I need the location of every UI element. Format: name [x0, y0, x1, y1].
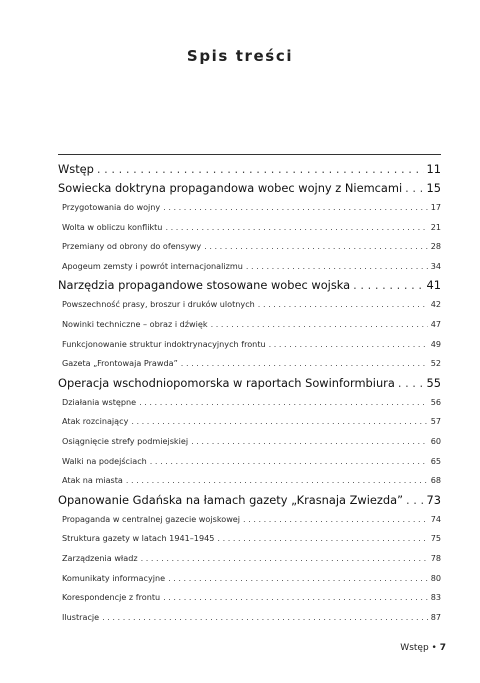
toc-entry-page: 28 — [430, 241, 441, 252]
leader-dots — [139, 393, 428, 413]
toc-entry-label: Atak na miasta — [62, 475, 123, 486]
toc-entry-label: Zarządzenia władz — [62, 552, 138, 563]
leader-dots — [246, 257, 428, 277]
footer-bullet: • — [431, 643, 437, 653]
leader-dots — [163, 588, 428, 608]
toc-entry-label: Sowiecka doktryna propagandowa wobec wojny z Niemcami — [58, 181, 403, 195]
toc-section — [58, 549, 441, 569]
toc-section — [58, 432, 441, 452]
toc-entry-label: Przemiany od obrony do ofensywy — [62, 241, 202, 252]
toc-entry-page: 74 — [430, 513, 441, 524]
leader-dots — [102, 608, 428, 628]
page-number: 7 — [439, 643, 446, 653]
toc-entry-page: 15 — [426, 181, 441, 195]
toc-entry-page: 75 — [430, 533, 441, 544]
toc-section — [58, 218, 441, 238]
toc-entry-page: 60 — [430, 435, 441, 446]
toc-section — [58, 452, 441, 472]
toc-entry-label: Powszechność prasy, broszur i druków ulotnych — [62, 299, 255, 310]
toc-entry-label: Gazeta „Frontowaja Prawda” — [62, 358, 178, 369]
leader-dots — [97, 160, 424, 179]
leader-dots — [353, 276, 423, 295]
toc-section — [58, 412, 441, 432]
toc-entry-label: Propaganda w centralnej gazecie wojskowej — [62, 513, 241, 524]
toc-entry-label: Osiągnięcie strefy podmiejskiej — [62, 435, 189, 446]
toc-entry-label: Ilustracje — [62, 611, 100, 622]
toc-chapter — [58, 179, 441, 198]
toc-entry-page: 52 — [430, 358, 441, 369]
toc-entry-label: Korespondencje z frontu — [62, 592, 161, 603]
toc-chapter — [58, 160, 441, 179]
footer-section: Wstęp — [400, 643, 429, 653]
leader-dots — [165, 218, 427, 238]
leader-dots — [269, 335, 428, 355]
toc-section — [58, 471, 441, 491]
toc-section — [58, 588, 441, 608]
toc-entry-page: 80 — [430, 572, 441, 583]
toc-entry-page: 47 — [430, 318, 441, 329]
toc-entry-page: 68 — [430, 475, 441, 486]
toc-entry-page: 83 — [430, 592, 441, 603]
toc-entry-label: Działania wstępne — [62, 396, 137, 407]
toc-section — [58, 569, 441, 589]
leader-dots — [258, 295, 428, 315]
toc-entry-label: Apogeum zemsty i powrót internacjonalizmu — [62, 260, 243, 271]
toc-section — [58, 237, 441, 257]
toc-chapter — [58, 276, 441, 295]
toc-section — [58, 257, 441, 277]
leader-dots — [191, 432, 428, 452]
toc-entry-label: Opanowanie Gdańska na łamach gazety „Krasnaja Zwiezda” — [58, 492, 404, 507]
toc-entry-page: 65 — [430, 455, 441, 466]
toc-entry-page: 73 — [426, 492, 441, 507]
leader-dots — [168, 569, 428, 589]
leader-dots — [181, 354, 428, 374]
toc-entry-label: Wolta w obliczu konfliktu — [62, 221, 163, 232]
toc-entry-page: 34 — [430, 260, 441, 271]
toc-entries — [58, 160, 441, 627]
toc-entry-page: 42 — [430, 299, 441, 310]
toc-entry-label: Nowinki techniczne – obraz i dźwięk — [62, 318, 208, 329]
toc-entry-label: Struktura gazety w latach 1941–1945 — [62, 533, 215, 544]
toc-entry-label: Operacja wschodniopomorska w raportach Sowinformbiura — [58, 375, 395, 390]
leader-dots — [398, 374, 424, 393]
toc-section — [58, 393, 441, 413]
toc-entry-label: Walki na podejściach — [62, 455, 147, 466]
toc-chapter — [58, 491, 441, 510]
toc-section — [58, 198, 441, 218]
toc-entry-page: 41 — [426, 278, 441, 293]
divider — [58, 154, 441, 155]
toc-entry-label: Komunikaty informacyjne — [62, 572, 166, 583]
toc-entry-page: 21 — [430, 221, 441, 232]
toc-entry-page: 11 — [426, 162, 441, 176]
toc-entry-page: 17 — [430, 202, 441, 212]
toc-entry-page: 49 — [430, 338, 441, 349]
toc-section — [58, 608, 441, 628]
toc-section — [58, 354, 441, 374]
toc-entry-label: Wstęp — [58, 162, 94, 176]
toc-chapter — [58, 374, 441, 393]
page-title: Spis treści — [186, 47, 294, 65]
toc-section — [58, 315, 441, 335]
toc-entry-page: 57 — [430, 416, 441, 427]
toc-entry-label: Atak rozcinający — [62, 416, 129, 427]
toc-section — [58, 295, 441, 315]
toc-entry-page: 55 — [426, 375, 441, 390]
toc-section — [58, 510, 441, 530]
leader-dots — [141, 549, 428, 569]
toc-entry-label: Narzędzia propagandowe stosowane wobec wojska — [58, 278, 351, 293]
leader-dots — [217, 529, 427, 549]
leader-dots — [406, 491, 423, 510]
toc-entry-page: 87 — [430, 611, 441, 622]
leader-dots — [211, 315, 428, 335]
toc-entry-label: Funkcjonowanie struktur indoktrynacyjnych frontu — [62, 338, 266, 349]
leader-dots — [131, 412, 427, 432]
leader-dots — [405, 179, 423, 198]
leader-dots — [126, 471, 428, 491]
leader-dots — [163, 198, 427, 218]
toc-section — [58, 529, 441, 549]
toc-entry-page: 78 — [430, 552, 441, 563]
toc-entry-page: 56 — [430, 396, 441, 407]
leader-dots — [204, 237, 427, 257]
leader-dots — [243, 510, 428, 530]
leader-dots — [150, 452, 428, 472]
page-footer — [400, 643, 446, 653]
toc-entry-label: Przygotowania do wojny — [62, 202, 161, 212]
toc-section — [58, 335, 441, 355]
